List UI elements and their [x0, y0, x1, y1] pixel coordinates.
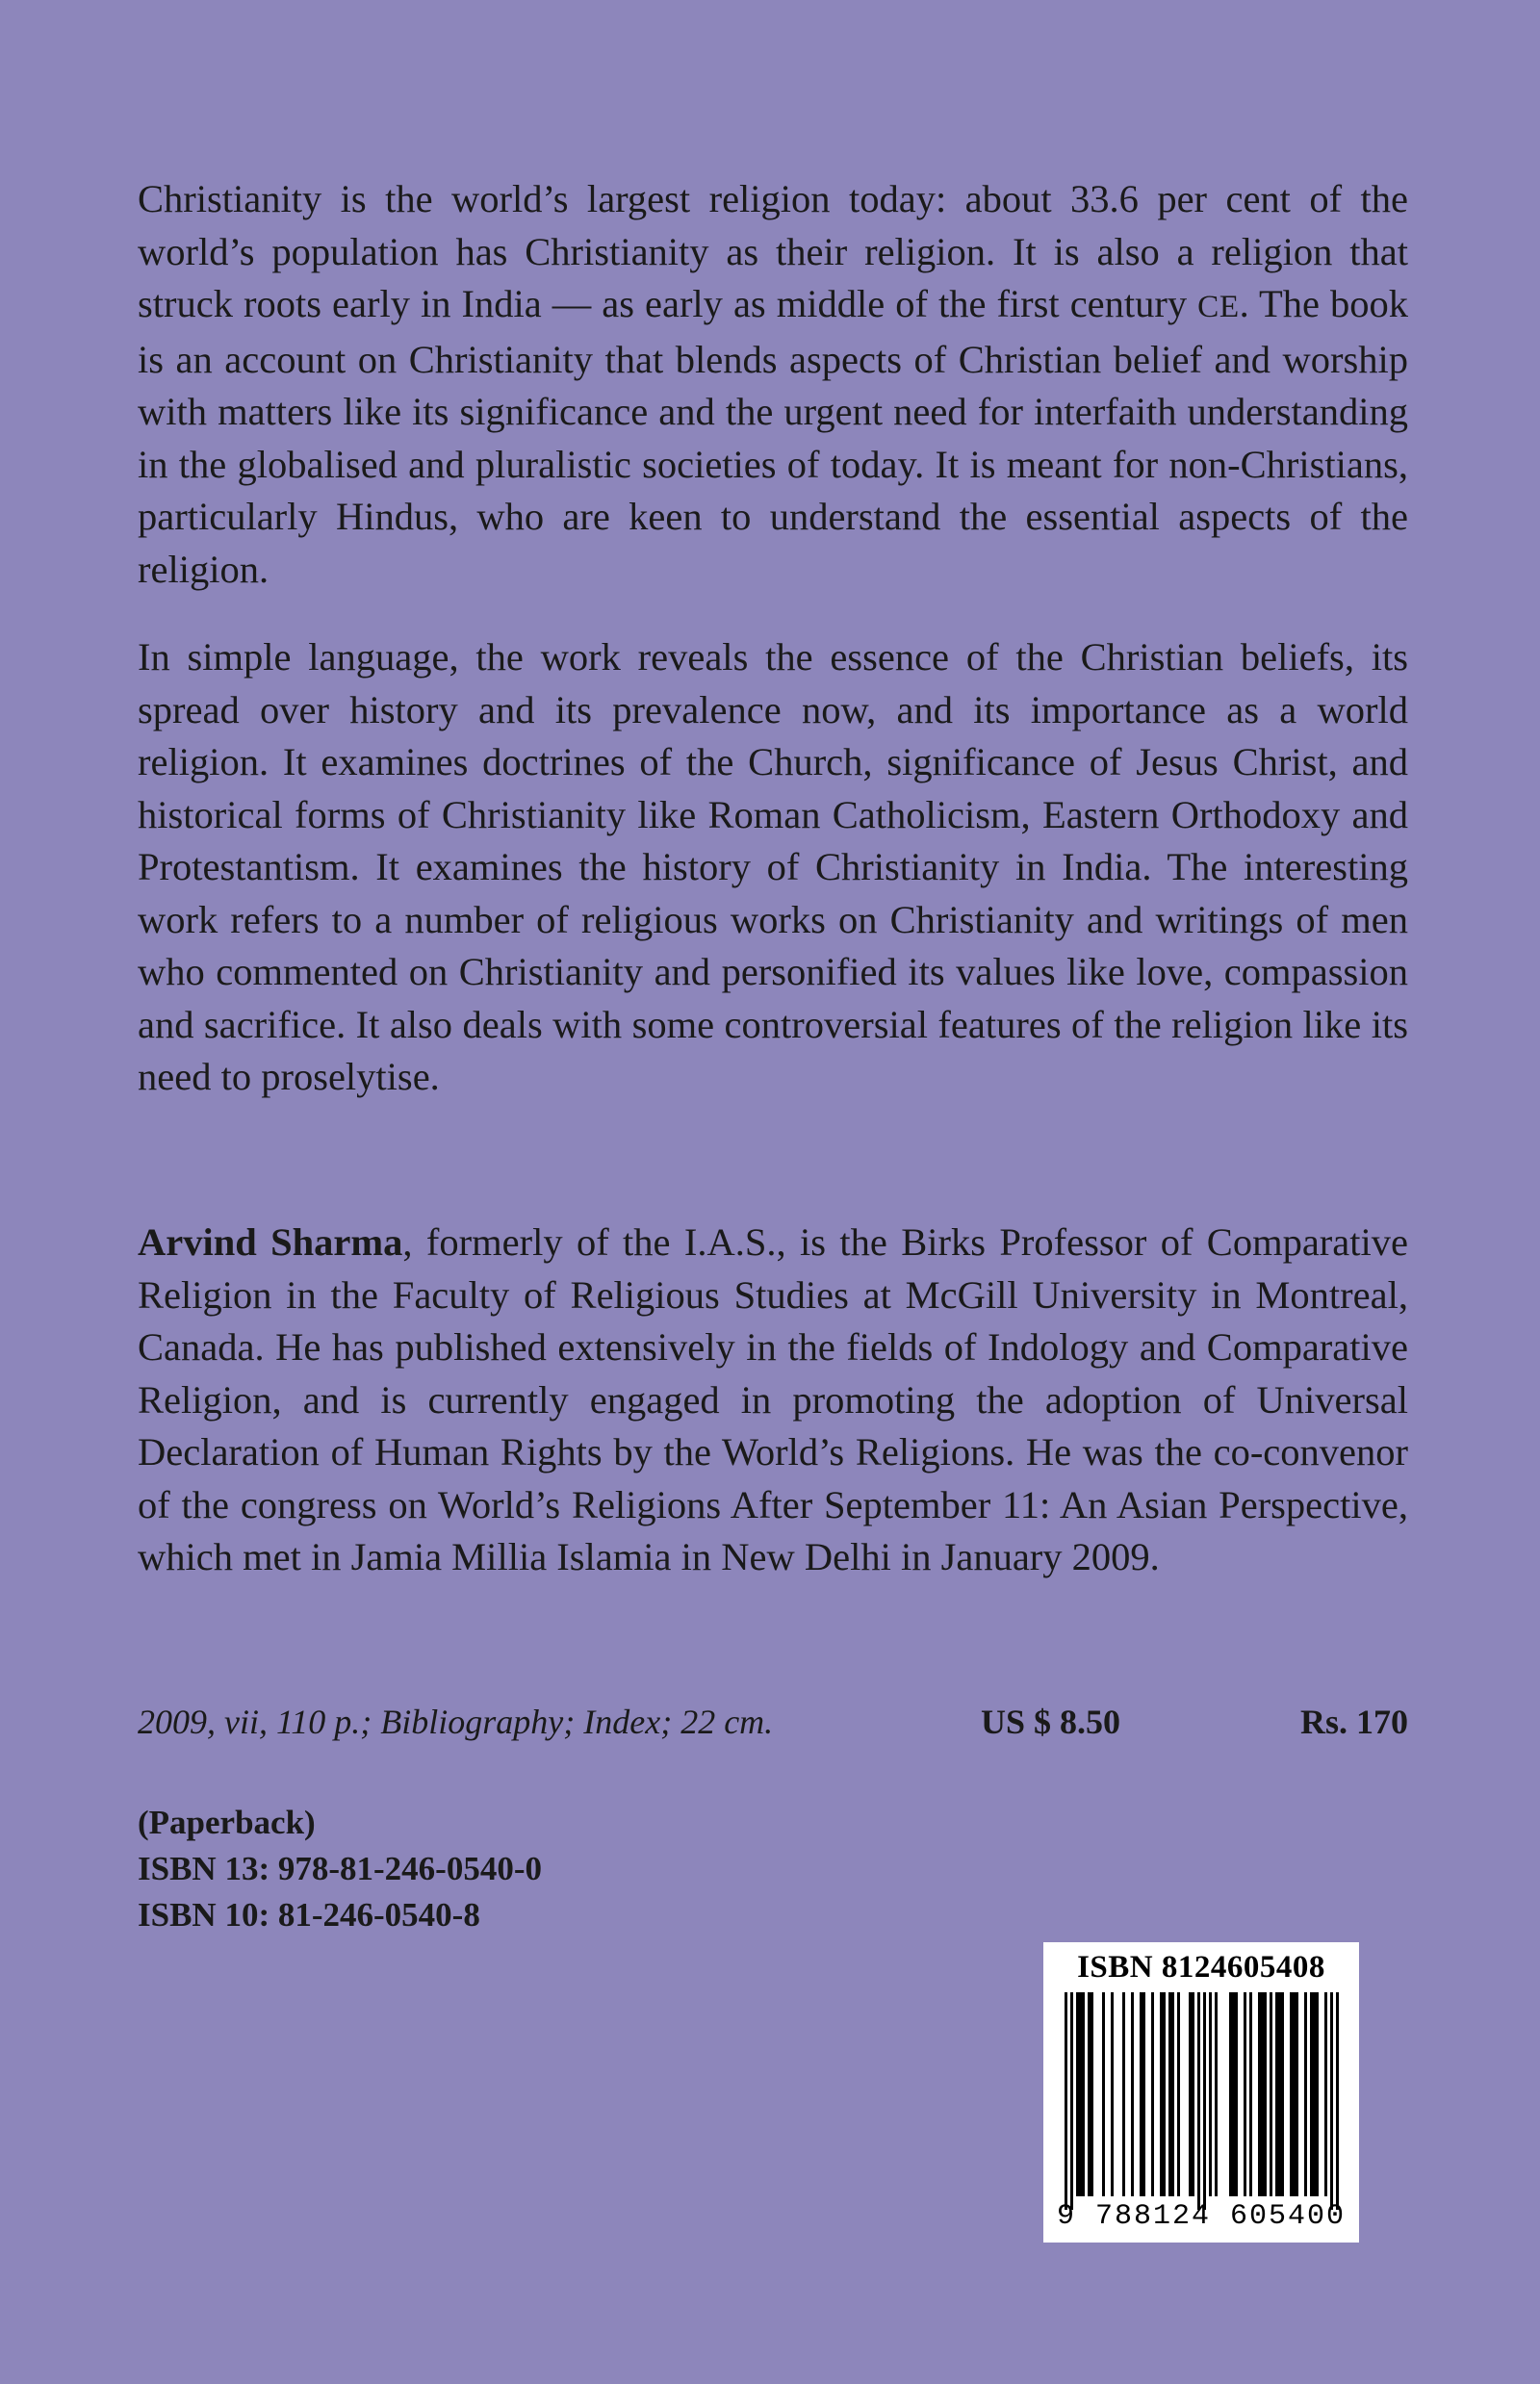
isbn-13: ISBN 13: 978-81-246-0540-0: [138, 1850, 542, 1887]
barcode-bar: [1249, 1992, 1252, 2196]
price-usd: US $ 8.50: [981, 1703, 1121, 1741]
barcode-bar: [1102, 1992, 1105, 2196]
barcode-bar: [1151, 1992, 1154, 2196]
author-bio-text: , formerly of the I.A.S., is the Birks Professor of Comparative Religion in the Faculty of Religious Studies at McGill University in Montreal, Canada. He has published extensively in the fields of Indology and Comparative Religion, and is currently engaged in promoting the adoption of Universal Declaration of Human Rights by the World’s Religions. He was the co-convenor of the congress on World’s Religions After September 11: An Asian Perspective, which met in Jamia Millia Islamia in New Delhi in January 2009.: [138, 1220, 1408, 1578]
barcode-bar: [1142, 1992, 1145, 2196]
barcode-bar: [1235, 1992, 1238, 2196]
barcode-bar: [1192, 1992, 1194, 2196]
barcode-bar: [1082, 1992, 1085, 2196]
barcode-bar: [1122, 1992, 1125, 2196]
barcode-bar: [1168, 1992, 1171, 2196]
barcode-bar: [1070, 1992, 1073, 2210]
barcode-bar: [1215, 1992, 1218, 2196]
barcode-bar: [1336, 1992, 1339, 2210]
barcode-bar: [1197, 1992, 1200, 2210]
author-name: Arvind Sharma: [138, 1220, 403, 1264]
barcode-bar: [1203, 1992, 1206, 2210]
barcode-bar: [1324, 1992, 1327, 2196]
barcode-bar: [1330, 1992, 1333, 2210]
barcode-bar: [1313, 1992, 1316, 2196]
barcode-bar: [1131, 1992, 1134, 2196]
barcode-isbn-title: ISBN 8124605408: [1077, 1950, 1325, 1985]
barcode-bar: [1076, 1992, 1079, 2196]
barcode-bar: [1229, 1992, 1232, 2196]
barcode-bar: [1316, 1992, 1319, 2196]
barcode-bars: [1043, 1992, 1359, 2214]
price-inr: Rs. 170: [1299, 1703, 1408, 1741]
barcode: [1043, 1942, 1359, 2243]
era-abbreviation: CE: [1197, 289, 1240, 324]
barcode-bar: [1296, 1992, 1298, 2196]
barcode-bar: [1091, 1992, 1093, 2196]
barcode-bar: [1177, 1992, 1180, 2196]
barcode-bar: [1310, 1992, 1313, 2196]
publication-details-row: [138, 1702, 1408, 1750]
barcode-bar: [1261, 1992, 1264, 2196]
barcode-bar: [1088, 1992, 1091, 2196]
barcode-bar: [1290, 1992, 1293, 2196]
isbn-block: [138, 1800, 811, 1938]
isbn-10: ISBN 10: 81-246-0540-8: [138, 1896, 480, 1934]
barcode-bar: [1304, 1992, 1307, 2196]
author-bio: [138, 1217, 1408, 1584]
barcode-bar: [1111, 1992, 1114, 2196]
blurb-paragraph-1: [138, 173, 1408, 596]
barcode-bar: [1244, 1992, 1246, 2196]
blurb-text: . The book is an account on Christianity that blends aspects of Christian belief and worship with matters like its significance and the urgent need for interfaith understanding in the globalised and pluralistic societies of today. It is meant for non-Christians, particularly Hindus, who are keen to understand the essential aspects of the religion.: [138, 282, 1409, 591]
barcode-bar: [1281, 1992, 1284, 2196]
publication-details: 2009, vii, 110 p.; Bibliography; Index; 22 cm.: [138, 1703, 774, 1741]
barcode-bar: [1232, 1992, 1235, 2196]
barcode-bar: [1264, 1992, 1267, 2196]
barcode-bar: [1189, 1992, 1192, 2196]
barcode-bar: [1163, 1992, 1166, 2196]
blurb-text: Christianity is the world’s largest religion today: about 33.6 per cent of the world’s population has Christianity as their religion. It is also a religion that struck roots early in India — as early as middle of the first century: [138, 177, 1408, 325]
barcode-bar: [1065, 1992, 1067, 2210]
barcode-bar: [1160, 1992, 1163, 2196]
barcode-bar: [1140, 1992, 1142, 2196]
blurb-paragraph-2: In simple language, the work reveals the essence of the Christian beliefs, its spread over history and its prevalence now, and its importance as a world religion. It examines doctrines of the Church, significance of Jesus Christ, and historical forms of Christianity like Roman Catholicism, Eastern Orthodoxy and Protestantism. It examines the history of Christianity in India. The interesting work refers to a number of religious works on Christianity and writings of men who commented on Christianity and personified its values like love, compassion and sacrifice. It also deals with some controversial features of the religion like its need to proselytise.: [138, 635, 1408, 1098]
barcode-bar: [1278, 1992, 1281, 2196]
barcode-bar: [1209, 1992, 1212, 2196]
binding-format: (Paperback): [138, 1804, 316, 1841]
barcode-bar: [1275, 1992, 1278, 2196]
barcode-digits: 9 788124 605400: [1056, 2200, 1347, 2233]
barcode-bar: [1171, 1992, 1174, 2196]
barcode-bar: [1079, 1992, 1082, 2196]
barcode-bar: [1293, 1992, 1296, 2196]
barcode-bar: [1258, 1992, 1261, 2196]
barcode-bar: [1270, 1992, 1272, 2196]
